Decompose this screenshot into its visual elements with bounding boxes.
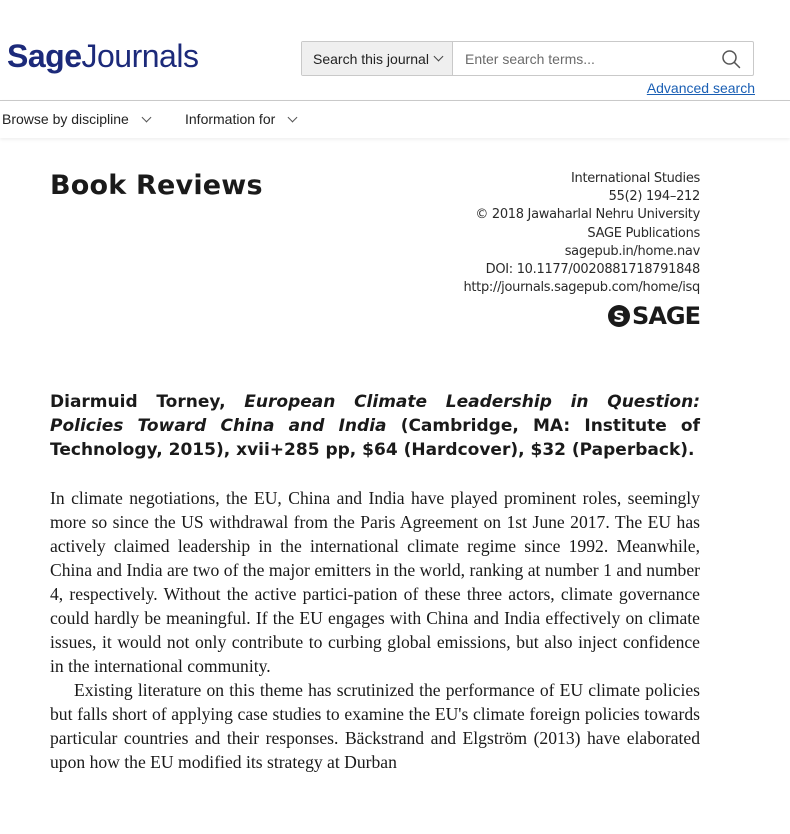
sage-s-icon: S (608, 305, 630, 327)
meta-journal: International Studies (570, 171, 700, 186)
nav-item-label: Browse by discipline (2, 111, 129, 127)
logo-regular-text: Journals (81, 38, 199, 74)
sage-logo-text: SAGE (632, 302, 700, 330)
paragraph: In climate negotiations, the EU, China and India have played prominent roles, seemingly more so since the US withdrawal from the Paris Agreement on 1st June 2017. The EU has actively claimed leadership in the international climate regime since 1992. Meanwhile, China and India are two of the major emitters in the world, ranking at number 1 and number 4, respectively. Without the active partici-pation of these three actors, climate governance could hardly be meaningful. If the EU engages with China and India effectively on climate issues, it would not only contribute to curbing global emissions, but also inject confidence in the international community. (50, 488, 700, 676)
main-nav (0, 100, 790, 138)
nav-browse-by-discipline[interactable] (2, 111, 150, 127)
search-icon (721, 49, 741, 69)
article-pdf-page (46, 150, 706, 834)
meta-url: http://journals.sagepub.com/home/isq (463, 280, 700, 296)
logo-bold-text: Sage (7, 38, 82, 74)
journal-meta (463, 170, 700, 297)
site-header (0, 0, 790, 100)
nav-item-label: Information for (185, 111, 276, 127)
chevron-down-icon (288, 112, 298, 122)
review-body (50, 486, 700, 774)
citation-book-title: European Climate Leadership in Question: Policies Toward China and India (50, 392, 700, 436)
search-scope-label: Search this journal (313, 50, 429, 67)
paragraph: Existing literature on this theme has scrutinized the performance of EU climate policies but falls short of applying case studies to examine the EU's climate foreign policies towards particular countries and their responses. Bäckstrand and Elgström (2013) have elaborated upon how the EU modified its strategy at Durban (50, 680, 700, 772)
meta-copyright: © 2018 Jawaharlal Nehru University (475, 207, 700, 223)
citation-details: (Cambridge, MA: Institute of Technology, 2015), xvii+285 pp, $64 (Hardcover), $32 (Paperback). (50, 416, 701, 460)
book-citation (50, 390, 700, 462)
citation-author: Diarmuid Torney, (50, 392, 226, 412)
search-button[interactable] (709, 42, 753, 75)
advanced-search-link[interactable]: Advanced search (646, 80, 755, 96)
nav-information-for[interactable] (185, 111, 296, 127)
meta-publisher: SAGE Publications (587, 225, 700, 241)
meta-site: sagepub.in/home.nav (564, 243, 700, 259)
sage-publisher-logo (608, 302, 700, 330)
search-scope-dropdown[interactable] (302, 42, 453, 75)
meta-doi: DOI: 10.1177/0020881718791848 (485, 262, 700, 278)
search-input[interactable] (453, 42, 709, 75)
sage-journals-logo[interactable] (7, 38, 198, 75)
meta-issue: 55(2) 194–212 (608, 189, 700, 205)
section-title: Book Reviews (50, 170, 263, 201)
search-bar (301, 41, 754, 76)
chevron-down-icon (434, 52, 444, 62)
chevron-down-icon (141, 112, 151, 122)
